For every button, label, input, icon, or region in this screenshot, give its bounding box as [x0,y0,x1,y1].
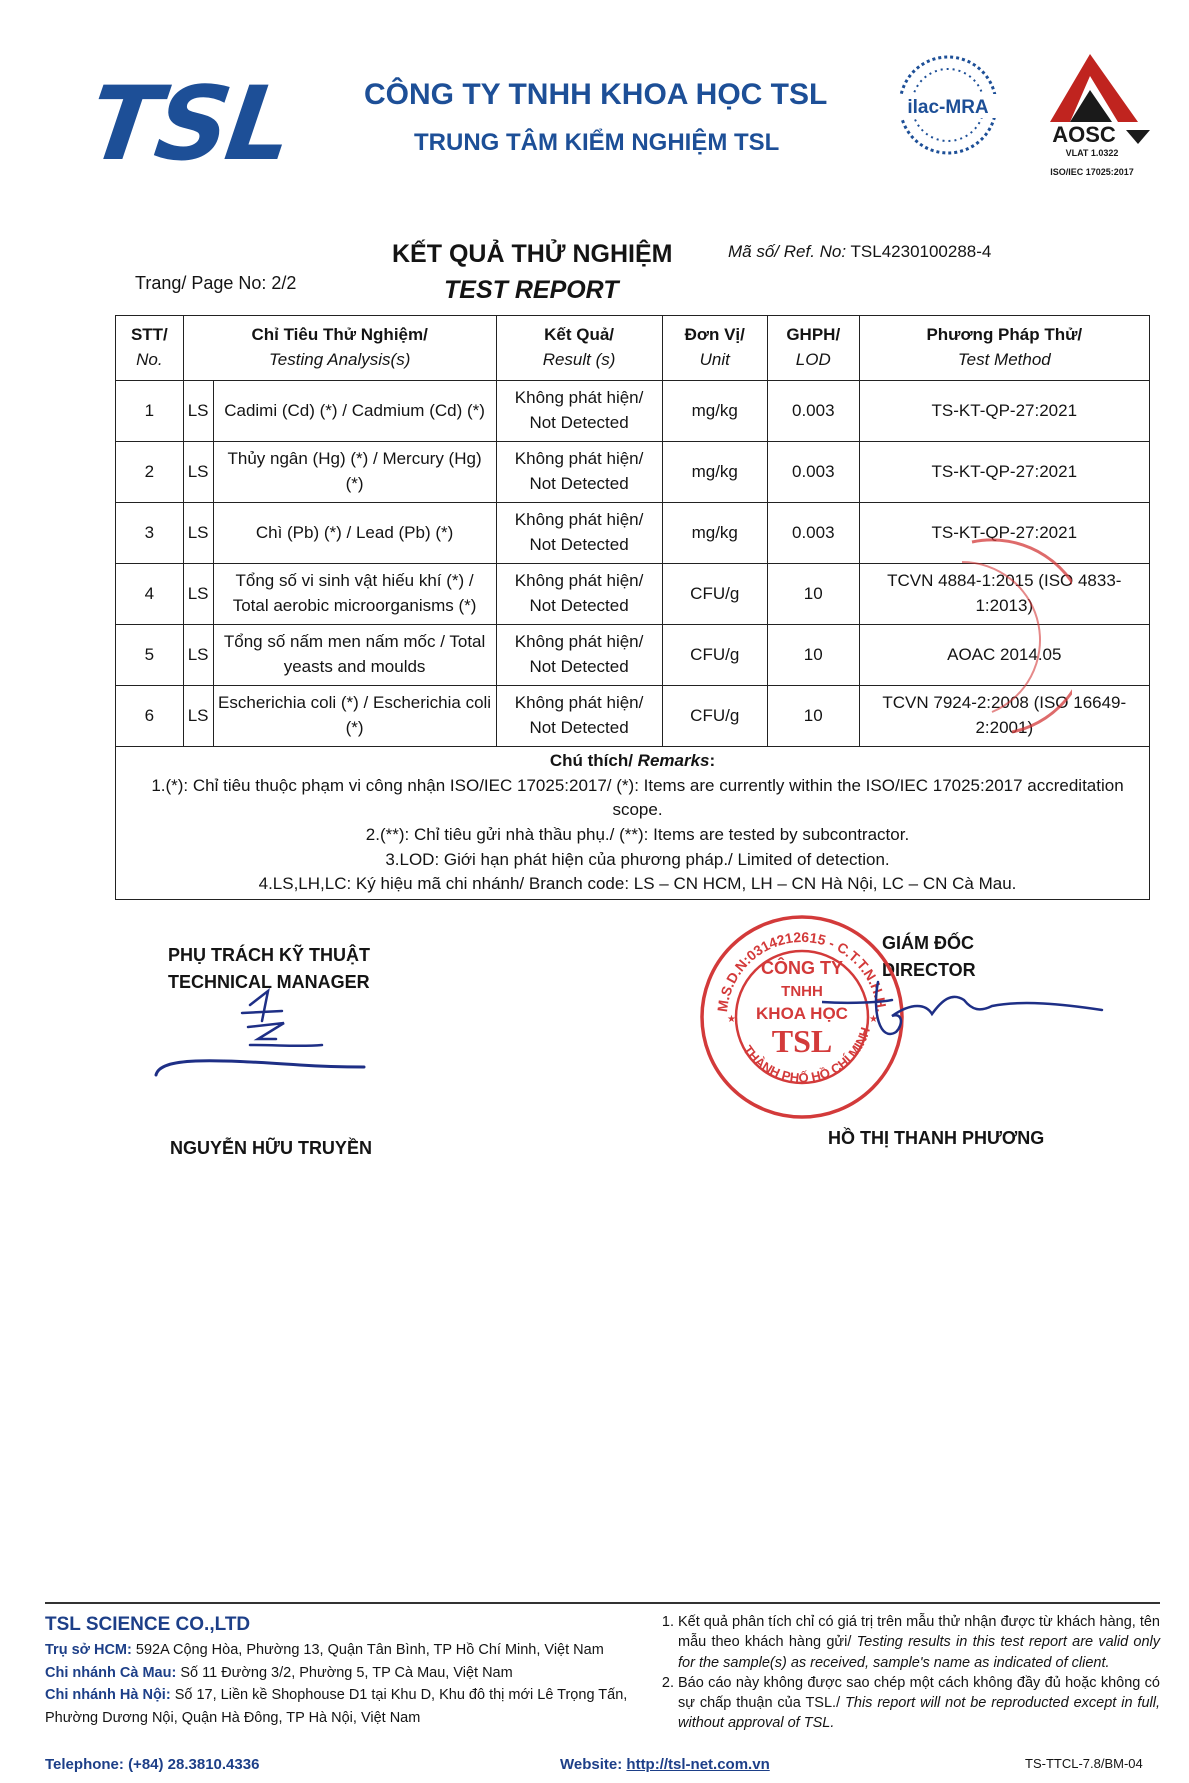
row-branch-code: LS [183,625,213,686]
aosc-iso: ISO/IEC 17025:2017 [1050,167,1134,177]
remark-item: 4.LS,LH,LC: Ký hiệu mã chi nhánh/ Branch code: LS – CN HCM, LH – CN Hà Nội, LC – CN Cà Mau. [258,874,1017,894]
row-analysis: Tổng số vi sinh vật hiếu khí (*) / Total aerobic microorganisms (*) [213,564,496,625]
row-lod: 0.003 [767,381,859,442]
row-unit: CFU/g [662,625,767,686]
ilac-mra-logo [894,50,1002,160]
header-no: STT/ No. [116,316,184,381]
row-method: TCVN 4884-1:2015 (ISO 4833-1:2013) [859,564,1149,625]
row-no: 6 [116,686,184,747]
remarks-title: Chú thích/ Remarks: [549,751,716,770]
row-method: TCVN 7924-2:2008 (ISO 16649-2:2001) [859,686,1149,747]
stamp-line1: CÔNG TY [760,958,844,978]
page-number: Trang/ Page No: 2/2 [135,273,297,293]
ilac-text: ilac-MRA [907,97,989,118]
remark-item: 2.(**): Chỉ tiêu gửi nhà thầu phụ./ (**): Items are tested by subcontractor. [365,824,910,844]
header-analysis: Chỉ Tiêu Thử Nghiệm/ Testing Analysis(s) [183,316,496,381]
row-branch-code: LS [183,686,213,747]
svg-text:★: ★ [869,1014,878,1025]
row-method: TS-KT-QP-27:2021 [859,381,1149,442]
remarks-row [116,747,1150,900]
stamp-city: THÀNH PHỐ HỒ CHÍ MINH [740,1025,873,1086]
row-no: 1 [116,381,184,442]
row-branch-code: LS [183,503,213,564]
form-code: TS-TTCL-7.8/BM-04 [1025,1756,1143,1771]
row-result: Không phát hiện/ Not Detected [496,686,662,747]
header-result: Kết Quả/ Result (s) [496,316,662,381]
stamp-line3: KHOA HỌC [756,1004,848,1023]
row-analysis: Escherichia coli (*) / Escherichia coli (*) [213,686,496,747]
svg-text:★: ★ [727,1014,736,1025]
aosc-code: VLAT 1.0322 [1065,148,1119,158]
row-lod: 10 [767,564,859,625]
footer-note: 1. Kết quả phân tích chỉ có giá trị trên mẫu thử nhận được từ khách hàng, tên mẫu theo khách hàng gửi/ Testing results in this test report are valid only for the sample(s) as received, sample's name as indicated of client. [678,1612,1160,1673]
footer-notes [660,1612,1160,1734]
row-result: Không phát hiện/ Not Detected [496,381,662,442]
footer-camau: Chi nhánh Cà Mau: Số 11 Đường 3/2, Phường 5, TP Cà Mau, Việt Nam [45,1664,513,1681]
footer-divider [45,1602,1160,1604]
row-branch-code: LS [183,564,213,625]
company-name: CÔNG TY TNHH KHOA HỌC TSL [364,78,828,111]
row-branch-code: LS [183,442,213,503]
row-no: 2 [116,442,184,503]
row-no: 3 [116,503,184,564]
row-analysis: Cadimi (Cd) (*) / Cadmium (Cd) (*) [213,381,496,442]
director-signature [822,972,1112,1062]
center-name: TRUNG TÂM KIỂM NGHIỆM TSL [414,129,780,156]
stamp-line2: TNHH [781,983,823,1000]
report-page [12,12,1177,1772]
tech-manager-name: NGUYỄN HỮU TRUYỀN [170,1138,372,1158]
footer-note: 2. Báo cáo này không được sao chép một cách không đầy đủ hoặc không có sự chấp thuận của TSL./ This report will not be reproducted except in full, without approval of TSL. [678,1673,1160,1734]
report-title-vi: KẾT QUẢ THỬ NGHIỆM [392,240,673,268]
header-unit: Đơn Vị/ Unit [662,316,767,381]
footer-company: TSL SCIENCE CO.,LTD [45,1614,251,1635]
report-title-en: TEST REPORT [444,276,619,304]
table-row [116,442,1150,503]
row-result: Không phát hiện/ Not Detected [496,625,662,686]
remark-item: 1.(*): Chỉ tiêu thuộc phạm vi công nhận ISO/IEC 17025:2017/ (*): Items are currently within the ISO/IEC 17025:2017 accreditation scope. [151,775,1124,820]
row-no: 4 [116,564,184,625]
header-lod: GHPH/ LOD [767,316,859,381]
footer-hanoi: Chi nhánh Hà Nội: Số 17, Liền kề Shophouse D1 tại Khu D, Khu đô thị mới Lê Trọng Tấn, Phường Dương Nội, Quận Hà Đông, TP Hà Nội, Việt Nam [45,1687,628,1726]
row-unit: CFU/g [662,686,767,747]
tech-manager-role: PHỤ TRÁCH KỸ THUẬT TECHNICAL MANAGER [168,945,370,992]
stamp-line4: TSL [771,1023,833,1059]
footer-hq: Trụ sở HCM: 592A Cộng Hòa, Phường 13, Quận Tân Bình, TP Hồ Chí Minh, Việt Nam [45,1642,604,1659]
ref-value: TSL4230100288-4 [850,242,992,261]
ref-label: Mã số/ Ref. No: [728,242,847,261]
row-unit: CFU/g [662,564,767,625]
header-method: Phương Pháp Thử/ Test Method [859,316,1149,381]
row-analysis: Tổng số nấm men nấm mốc / Total yeasts and moulds [213,625,496,686]
table-row [116,381,1150,442]
row-no: 5 [116,625,184,686]
row-result: Không phát hiện/ Not Detected [496,442,662,503]
row-method: AOAC 2014.05 [859,625,1149,686]
remarks [116,747,1150,900]
partial-stamp [952,532,1072,742]
footer-telephone: Telephone: (+84) 28.3810.4336 [45,1756,260,1773]
row-lod: 0.003 [767,503,859,564]
row-result: Không phát hiện/ Not Detected [496,564,662,625]
row-lod: 10 [767,625,859,686]
row-analysis: Thủy ngân (Hg) (*) / Mercury (Hg) (*) [213,442,496,503]
director-name: HỒ THỊ THANH PHƯƠNG [828,1128,1045,1148]
tsl-logo: TSL [81,65,298,184]
aosc-logo [1030,50,1156,180]
row-unit: mg/kg [662,442,767,503]
remark-item: 3.LOD: Giới hạn phát hiện của phương pháp./ Limited of detection. [385,849,890,869]
website-link[interactable]: http://tsl-net.com.vn [626,1756,770,1773]
row-lod: 0.003 [767,442,859,503]
row-unit: mg/kg [662,503,767,564]
tech-manager-signature [150,987,380,1087]
row-method: TS-KT-QP-27:2021 [859,503,1149,564]
director-role: GIÁM ĐỐC DIRECTOR [882,933,976,980]
footer-contact [45,1610,645,1729]
row-branch-code: LS [183,381,213,442]
row-analysis: Chì (Pb) (*) / Lead (Pb) (*) [213,503,496,564]
footer-website: Website: http://tsl-net.com.vn [560,1756,770,1773]
row-lod: 10 [767,686,859,747]
aosc-text: AOSC [1052,122,1116,147]
row-unit: mg/kg [662,381,767,442]
reference-number [728,242,991,262]
row-method: TS-KT-QP-27:2021 [859,442,1149,503]
table-header-row [116,316,1150,381]
row-result: Không phát hiện/ Not Detected [496,503,662,564]
stamp-code: M.S.D.N:0314212615 - C.T.T.N.H.H. [714,928,890,1013]
